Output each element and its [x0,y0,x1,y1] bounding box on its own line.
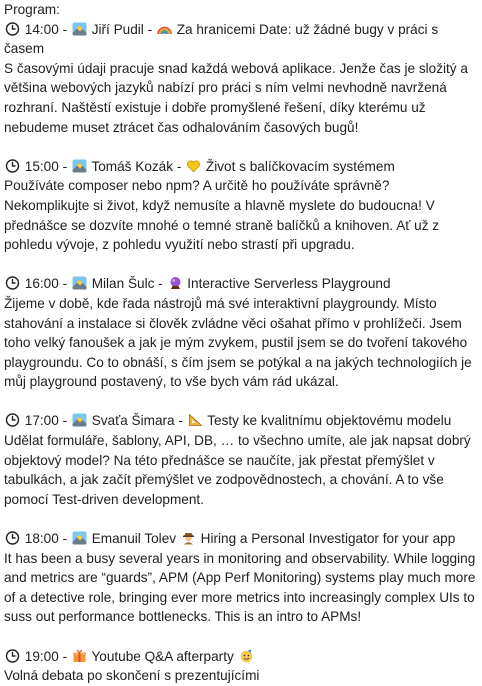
clock-icon [5,159,20,173]
session-title: Hiring a Personal Investigator for your app [200,531,456,547]
sunrise-over-mountains-icon [72,22,87,36]
wrapped-gift-icon [72,649,87,663]
session-item [4,157,478,255]
clock-icon [5,649,20,663]
sunrise-over-mountains-icon [72,531,87,545]
session-description: Udělat formuláře, šablony, API, DB, … to všechno umíte, ale jak napsat dobrý objektový model? Na této přednášce se naučíte, jak přestat přemýšlet v tabulkách, a jak začít přemýšlet ve zodpovědnostech, a chování. A to vše pomocí Test-driven development. [4,433,471,507]
session-item [4,20,478,138]
session-item [4,529,478,627]
session-description: S časovými údaji pracuje snad každá webová aplikace. Jenže čas je složitý a většina webových jazyků nabízí pro práci s ním velmi nevhodně navržená rozhraní. Naštěstí existuje i dobře promyšlené řešení, díky kterému už nebudeme muset ztrácet čas odhalováním časových bugů! [4,60,468,135]
detective-icon [181,531,196,545]
session-title: Interactive Serverless Playground [187,276,391,292]
session-title: Za hranicemi Date: už žádné bugy v práci s časem [4,21,439,57]
triangular-ruler-icon [188,413,203,427]
clock-icon [5,531,20,545]
session-time: 15:00 [24,158,59,174]
session-header: 14:00 - Jiří Pudil - Za hranicemi Date: už žádné bugy v práci s časem [4,21,439,57]
session-time: 19:00 [24,648,59,664]
clock-icon [5,413,20,427]
session-header: 18:00 - Emanuil Tolev Hiring a Personal Investigator for your app [4,529,478,549]
session-title: Testy ke kvalitnímu objektovému modelu [207,413,452,429]
program-label: Program: [4,2,60,17]
speaker-name: Emanuil Tolev [91,531,177,547]
session-header: 15:00 - Tomáš Kozák - Život s balíčkovacím systémem [4,157,478,177]
session-time: 14:00 [24,21,59,37]
speaker-name: Milan Šulc [91,276,155,292]
clock-icon [5,22,20,36]
sunrise-over-mountains-icon [72,159,87,173]
partying-face-icon [239,649,254,663]
session-title: Youtube Q&A afterparty [91,648,234,664]
session-title: Život s balíčkovacím systémem [205,158,395,174]
speaker-name: Tomáš Kozák [91,158,174,174]
session-description: Volná debata po skončení s prezentujícími [4,668,260,684]
session-description: Žijeme v době, kde řada nástrojů má své interaktivní playgroundy. Místo stahování a instalace si člověk zvládne věci ošahat přímo v prohlížeči. Jsem toho velký fanoušek a jak je mým zvykem, pustil jsem se do tvoření takového playgroundu. Co to obnáší, s čím jsem se potýkal a na jakých technologiích je můj playground postavený, to vše bych vám rád ukázal. [4,295,472,390]
speaker-name: Jiří Pudil [91,21,144,37]
session-header: 17:00 - Svaťa Šimara - Testy ke kvalitnímu objektovému modelu [4,411,478,431]
speaker-name: Svaťa Šimara [91,413,175,429]
session-item [4,274,478,392]
session-header: 16:00 - Milan Šulc - Interactive Serverless Playground [4,274,478,294]
session-item [4,647,478,686]
session-description: Používáte composer nebo npm? A určitě ho používáte správně? Nekomplikujte si život, když nemusíte a hlavně myslete do budoucna! V přednášce se dozvíte mnohé o temné straně balíčků a knihoven. Ať už z pohledu vývoje, z pohledu využití nebo strastí při upgradu. [4,178,440,253]
yellow-heart-icon [186,159,201,173]
rainbow-icon [157,22,172,36]
session-time: 17:00 [24,413,59,429]
sunrise-over-mountains-icon [72,413,87,427]
crystal-ball-icon [168,276,183,290]
session-item [4,411,478,509]
clock-icon [5,276,20,290]
sunrise-over-mountains-icon [72,276,87,290]
session-description: It has been a busy several years in monitoring and observability. While logging and metrics are “guards”, APM (App Perf Monitoring) systems play much more of a detective role, bringing ever more metrics into increasingly complex UIs to suss out performance bottlenecks. This is an intro to APMs! [4,550,476,625]
session-time: 16:00 [24,276,59,292]
session-time: 18:00 [24,531,59,547]
session-header: 19:00 - Youtube Q&A afterparty [4,647,478,667]
